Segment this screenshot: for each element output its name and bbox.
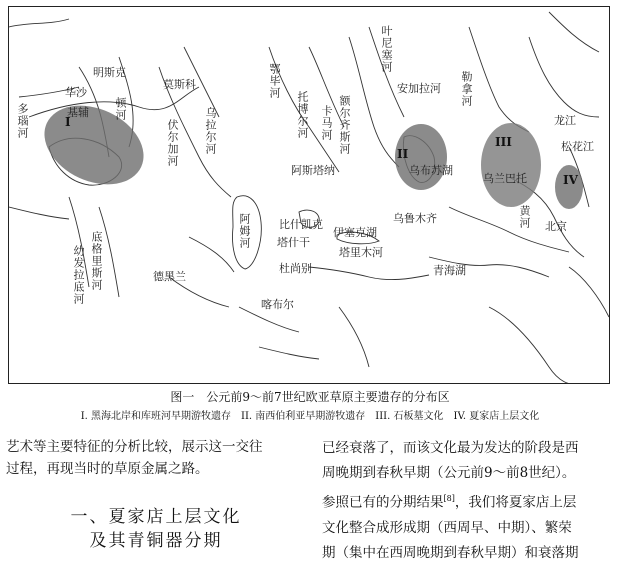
heading-line-2: 及其青铜器分期 bbox=[89, 531, 223, 551]
label-songhua: 松花江 bbox=[561, 140, 594, 153]
right-line-3a: 参照已有的分期结果 bbox=[322, 494, 444, 511]
label-beijing: 北京 bbox=[545, 220, 567, 233]
right-line-4: 文化整合成形成期（西周早、中期）、繁荣 bbox=[322, 519, 572, 536]
label-kabul: 喀布尔 bbox=[261, 298, 294, 311]
label-bishkek: 比什凯克 bbox=[279, 218, 323, 231]
left-line-2: 过程，再现当时的草原金属之路。 bbox=[6, 461, 209, 477]
footnote-ref[interactable]: [8] bbox=[443, 494, 455, 503]
right-line-1: 已经衰落了，而该文化最为发达的阶段是西 bbox=[322, 440, 579, 456]
label-yellow-river: 黄河 bbox=[518, 205, 531, 229]
region-i-label: I bbox=[65, 115, 71, 129]
label-minsk: 明斯克 bbox=[93, 66, 126, 79]
map-drawing bbox=[9, 7, 610, 384]
label-tigris: 底格里斯河 bbox=[90, 231, 103, 291]
label-astana: 阿斯塔纳 bbox=[291, 164, 335, 177]
label-tarim: 塔里木河 bbox=[339, 246, 383, 259]
label-issyk: 伊塞克湖 bbox=[333, 226, 377, 239]
label-kiev: 基辅 bbox=[67, 106, 89, 119]
right-line-5: 期（集中在西周晚期到春秋早期）和衰落期 bbox=[322, 544, 579, 561]
label-yenisei: 叶尼塞河 bbox=[380, 25, 393, 73]
label-amu: 阿姆河 bbox=[238, 213, 251, 249]
section-heading bbox=[6, 505, 306, 553]
label-kama: 卡马河 bbox=[320, 105, 333, 141]
label-lena: 勒拿河 bbox=[460, 71, 473, 107]
label-urumqi: 乌鲁木齐 bbox=[393, 212, 437, 225]
figure-caption: 图一 公元前9～前7世纪欧亚草原主要遗存的分布区 bbox=[170, 390, 450, 404]
label-dushanbe: 杜尚别 bbox=[279, 262, 312, 275]
right-line-3 bbox=[322, 486, 614, 516]
label-ural: 乌拉尔河 bbox=[204, 107, 217, 155]
label-danube: 多瑙河 bbox=[16, 103, 29, 139]
label-ubsu-lake: 乌布苏湖 bbox=[409, 164, 453, 177]
region-ii-label: II bbox=[397, 147, 409, 161]
region-iv-area bbox=[555, 165, 583, 209]
left-column bbox=[6, 436, 306, 480]
label-angara: 安加拉河 bbox=[397, 82, 441, 95]
label-ob: 鄂毕河 bbox=[268, 63, 281, 99]
label-euphrates: 幼发拉底河 bbox=[72, 245, 85, 305]
label-moscow: 莫斯科 bbox=[163, 78, 196, 91]
right-line-3b: ，我们将夏家店上层 bbox=[454, 494, 577, 511]
label-longjiang: 龙江 bbox=[554, 114, 576, 127]
label-tobol: 托博尔河 bbox=[296, 91, 309, 139]
label-tashkent: 塔什干 bbox=[277, 236, 310, 249]
right-column bbox=[322, 436, 614, 566]
figure-legend: I. 黑海北岸和库班河早期游牧遗存 II. 南西伯利亚早期游牧遗存 III. 石板墓文化 IV. 夏家店上层文化 bbox=[80, 411, 540, 422]
region-iii-label: III bbox=[495, 135, 512, 149]
label-qinghai: 青海湖 bbox=[433, 264, 466, 277]
left-line-1: 艺术等主要特征的分析比较，展示这一交往 bbox=[6, 439, 263, 455]
label-warsaw: 华沙 bbox=[65, 86, 87, 99]
region-iv-label: IV bbox=[563, 173, 578, 187]
label-ulaanbaatar: 乌兰巴托 bbox=[483, 172, 527, 185]
distribution-map bbox=[8, 6, 610, 384]
right-line-2: 周晚期到春秋早期（公元前9～前8世纪）。 bbox=[322, 465, 576, 481]
label-don: 顿河 bbox=[114, 97, 127, 121]
label-tehran: 德黑兰 bbox=[153, 270, 186, 283]
label-volga: 伏尔加河 bbox=[166, 119, 179, 167]
heading-line-1: 一、夏家店上层文化 bbox=[70, 507, 242, 527]
label-irtysh: 额尔齐斯河 bbox=[338, 95, 351, 155]
